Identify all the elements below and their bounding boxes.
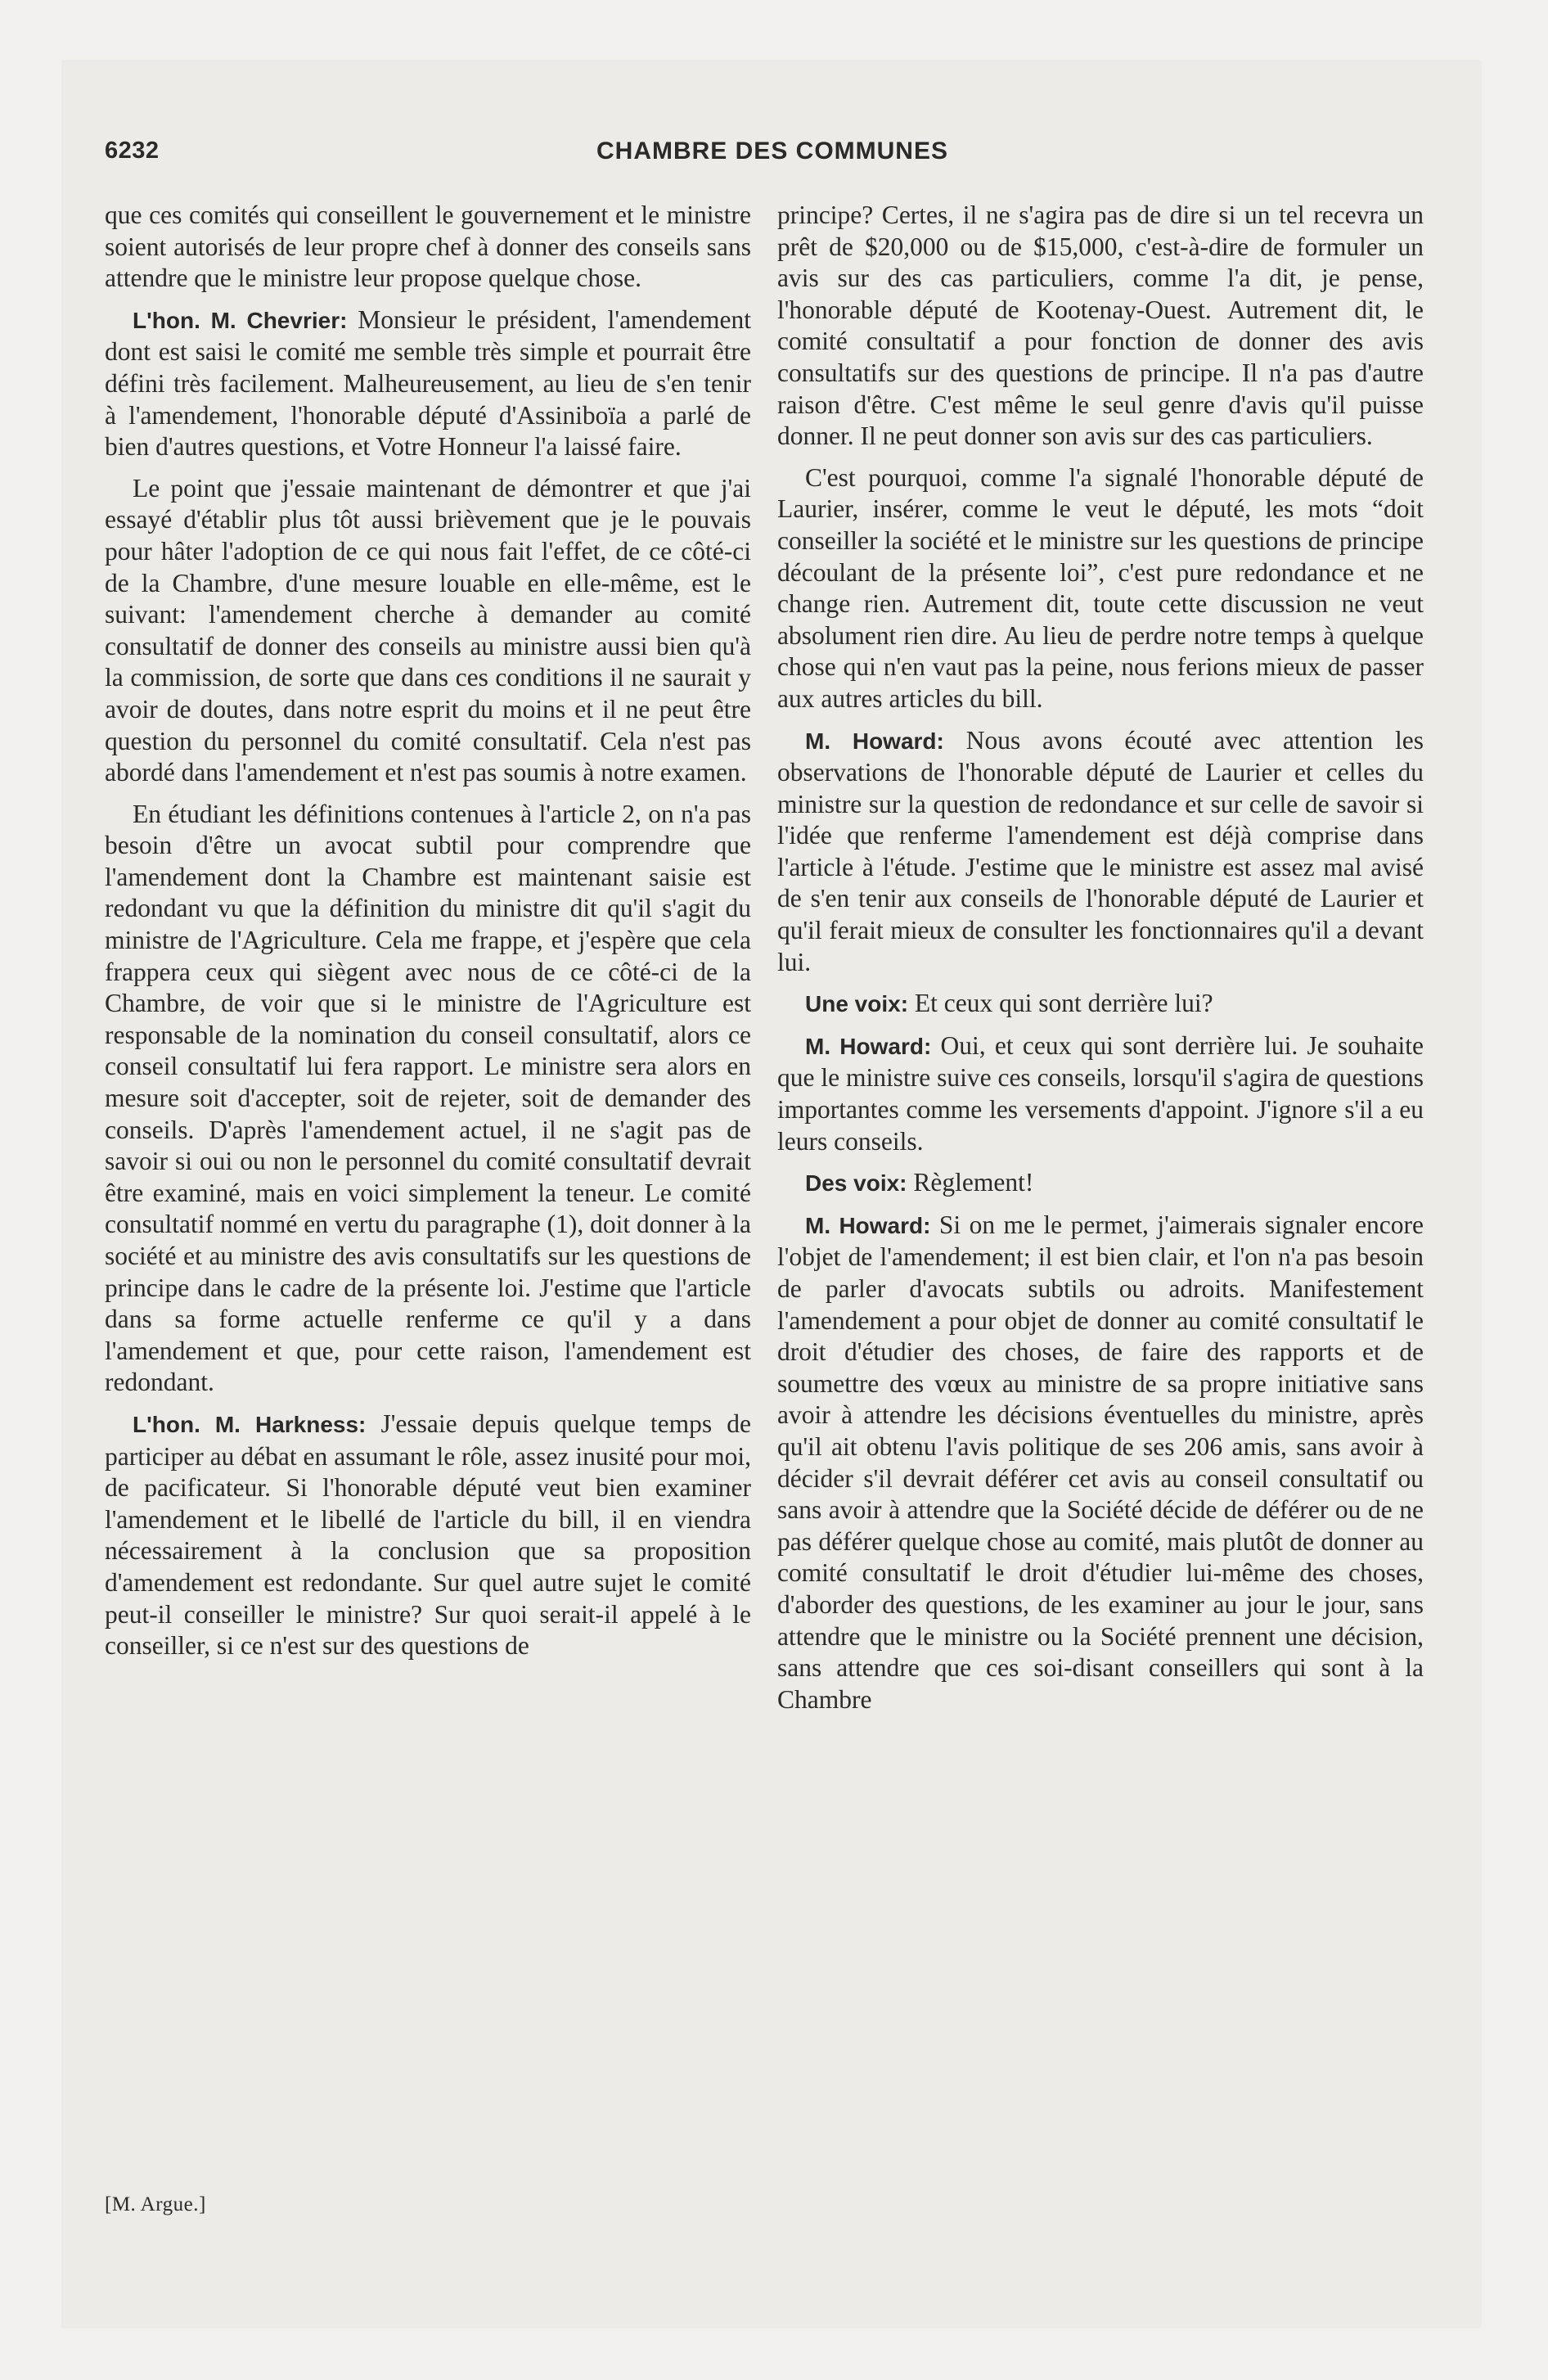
paragraph: que ces comités qui conseillent le gouvernement et le ministre soient autorisés de leur propre chef à donner des conseils sans attendre que le ministre leur propose quelque chose. <box>105 201 751 293</box>
speech-text: Oui, et ceux qui sont derrière lui. Je souhaite que le ministre suive ces conseils, lorsqu'il s'agira de questions importantes comme les versements d'appoint. J'ignore s'il a eu leurs conseils. <box>777 1030 1424 1156</box>
paragraph <box>777 1210 1424 1716</box>
speaker-name: Des voix: <box>805 1170 907 1197</box>
paragraph <box>777 725 1424 979</box>
speaker-name: L'hon. M. Chevrier: <box>133 307 348 333</box>
paragraph <box>777 1030 1424 1157</box>
speech-text: Monsieur le président, l'amendement dont est saisi le comité me semble très simple et pourrait être défini très facilement. Malheureusement, au lieu de s'en tenir à l'amendement, l'honorable député d'Assiniboïa a parlé de bien d'autres questions, et Votre Honneur l'a laissé faire. <box>105 304 752 462</box>
speech-text: Nous avons écouté avec attention les observations de l'honorable député de Laurier et celles du ministre sur la question de redondance et sur celle de savoir si l'idée que renferme l'amendement est déjà comprise dans l'article à l'étude. J'estime que le ministre est assez mal avisé de s'en tenir aux conseils de l'honorable député de Laurier et qu'il ferait mieux de consulter les fonctionnaires qu'il a devant lui. <box>777 725 1424 976</box>
speaker-reference: [M. Argue.] <box>105 2193 206 2215</box>
paragraph <box>777 1167 1424 1200</box>
speaker-name: M. Howard: <box>805 1033 932 1059</box>
speech-text: Et ceux qui sont derrière lui? <box>908 989 1213 1018</box>
left-column <box>105 200 751 1672</box>
paragraph <box>777 988 1424 1021</box>
paragraph: Le point que j'essaie maintenant de démontrer et que j'ai essayé d'établir plus tôt aussi brièvement que je le pouvais pour hâter l'adoption de ce qui nous fait l'effet, de ce côté-ci de la Chambre, d'une mesure louable en elle-même, est le suivant: l'amendement cherche à demander au comité consultatif de donner des conseils au ministre aussi bien qu'à la commission, de sorte que dans ces conditions il ne saurait y avoir de doutes, dans notre esprit du moins et il ne peut être question du personnel du comité consultatif. Cela n'est pas abordé dans l'amendement et n'est pas soumis à notre examen. <box>105 473 751 787</box>
speech-text: Si on me le permet, j'aimerais signaler encore l'objet de l'amendement; il est bien clair, et l'on n'a pas besoin de parler d'avocats subtils ou adroits. Manifestement l'amendement a pour objet de donner au comité consultatif le droit d'étudier des choses, de faire des rapports et de soumettre des vœux au ministre de sa propre initiative sans avoir à attendre les décisions éventuelles du ministre, après qu'il ait obtenu l'avis politique de ses 206 amis, sans avoir à décider s'il devrait déférer cet avis au conseil consultatif ou sans avoir à attendre que la Société décide de déférer ou de ne pas déférer quelque chose au comité, mais plutôt de donner au comité consultatif le droit d'étudier lui-même des choses, d'aborder des questions, de les examiner au jour le jour, sans attendre que le ministre ou la Société prennent une décision, sans attendre que ces soi-disant conseillers qui sont à la Chambre <box>777 1210 1424 1714</box>
page-header <box>105 137 1440 174</box>
paragraph <box>105 304 751 463</box>
speaker-name: Une voix: <box>805 991 909 1017</box>
right-column <box>777 200 1424 1725</box>
paragraph <box>105 1409 751 1662</box>
running-head: CHAMBRE DES COMMUNES <box>596 137 948 165</box>
speech-text: J'essaie depuis quelque temps de participer au débat en assumant le rôle, assez inusité pour moi, de pacificateur. Si l'honorable député veut bien examiner l'amendement et le libellé de l'article du bill, il en viendra nécessairement à la conclusion que sa proposition d'amendement est redondante. Sur quel autre sujet le comité peut-il conseiller le ministre? Sur quoi serait-il appelé à le conseiller, si ce n'est sur des questions de <box>105 1409 752 1661</box>
paragraph: C'est pourquoi, comme l'a signalé l'honorable député de Laurier, insérer, comme le veut le député, les mots “doit conseiller la société et le ministre sur les questions de principe découlant de la présente loi”, c'est pure redondance et ne change rien. Autrement dit, toute cette discussion ne veut absolument rien dire. Au lieu de perdre notre temps à quelque chose qui n'en vaut pas la peine, nous ferions mieux de passer aux autres articles du bill. <box>777 462 1424 713</box>
speech-text: Règlement! <box>907 1168 1034 1197</box>
paragraph: En étudiant les définitions contenues à l'article 2, on n'a pas besoin d'être un avocat subtil pour comprendre que l'amendement dont la Chambre est maintenant saisie est redondant vu que la définition du ministre dit qu'il s'agit du ministre de l'Agriculture. Cela me frappe, et j'espère que cela frappera ceux qui siègent avec nous de ce côté-ci de la Chambre, de voir que si le ministre de l'Agriculture est responsable de la nomination du conseil consultatif, alors ce conseil consultatif lui fera rapport. Le ministre sera alors en mesure soit d'accepter, soit de rejeter, soit de demander des conseils. D'après l'amendement actuel, il ne s'agit pas de savoir si oui ou non le personnel du comité consultatif devrait être examiné, mais en voici simplement la teneur. Le comité consultatif nommé en vertu du paragraphe (1), doit donner à la société et au ministre des avis consultatifs sur les questions de principe dans le cadre de la présente loi. J'estime que l'article dans sa forme actuelle renferme ce qu'il y a dans l'amendement et que, pour cette raison, l'amendement est redondant. <box>105 799 751 1397</box>
speaker-name: M. Howard: <box>805 728 944 754</box>
speaker-name: L'hon. M. Harkness: <box>133 1411 367 1437</box>
speaker-name: M. Howard: <box>805 1212 931 1238</box>
page-number: 6232 <box>105 137 160 164</box>
paragraph: principe? Certes, il ne s'agira pas de dire si un tel recevra un prêt de $20,000 ou de $15,000, c'est-à-dire de formuler un avis sur des cas particuliers, comme l'a dit, je pense, l'honorable député de Kootenay-Ouest. Autrement dit, le comité consultatif a pour fonction de donner des avis consultatifs sur des questions de principe. Il n'a pas d'autre raison d'être. C'est même le seul genre d'avis qu'il puisse donner. Il ne peut donner son avis sur des cas particuliers. <box>777 201 1424 451</box>
